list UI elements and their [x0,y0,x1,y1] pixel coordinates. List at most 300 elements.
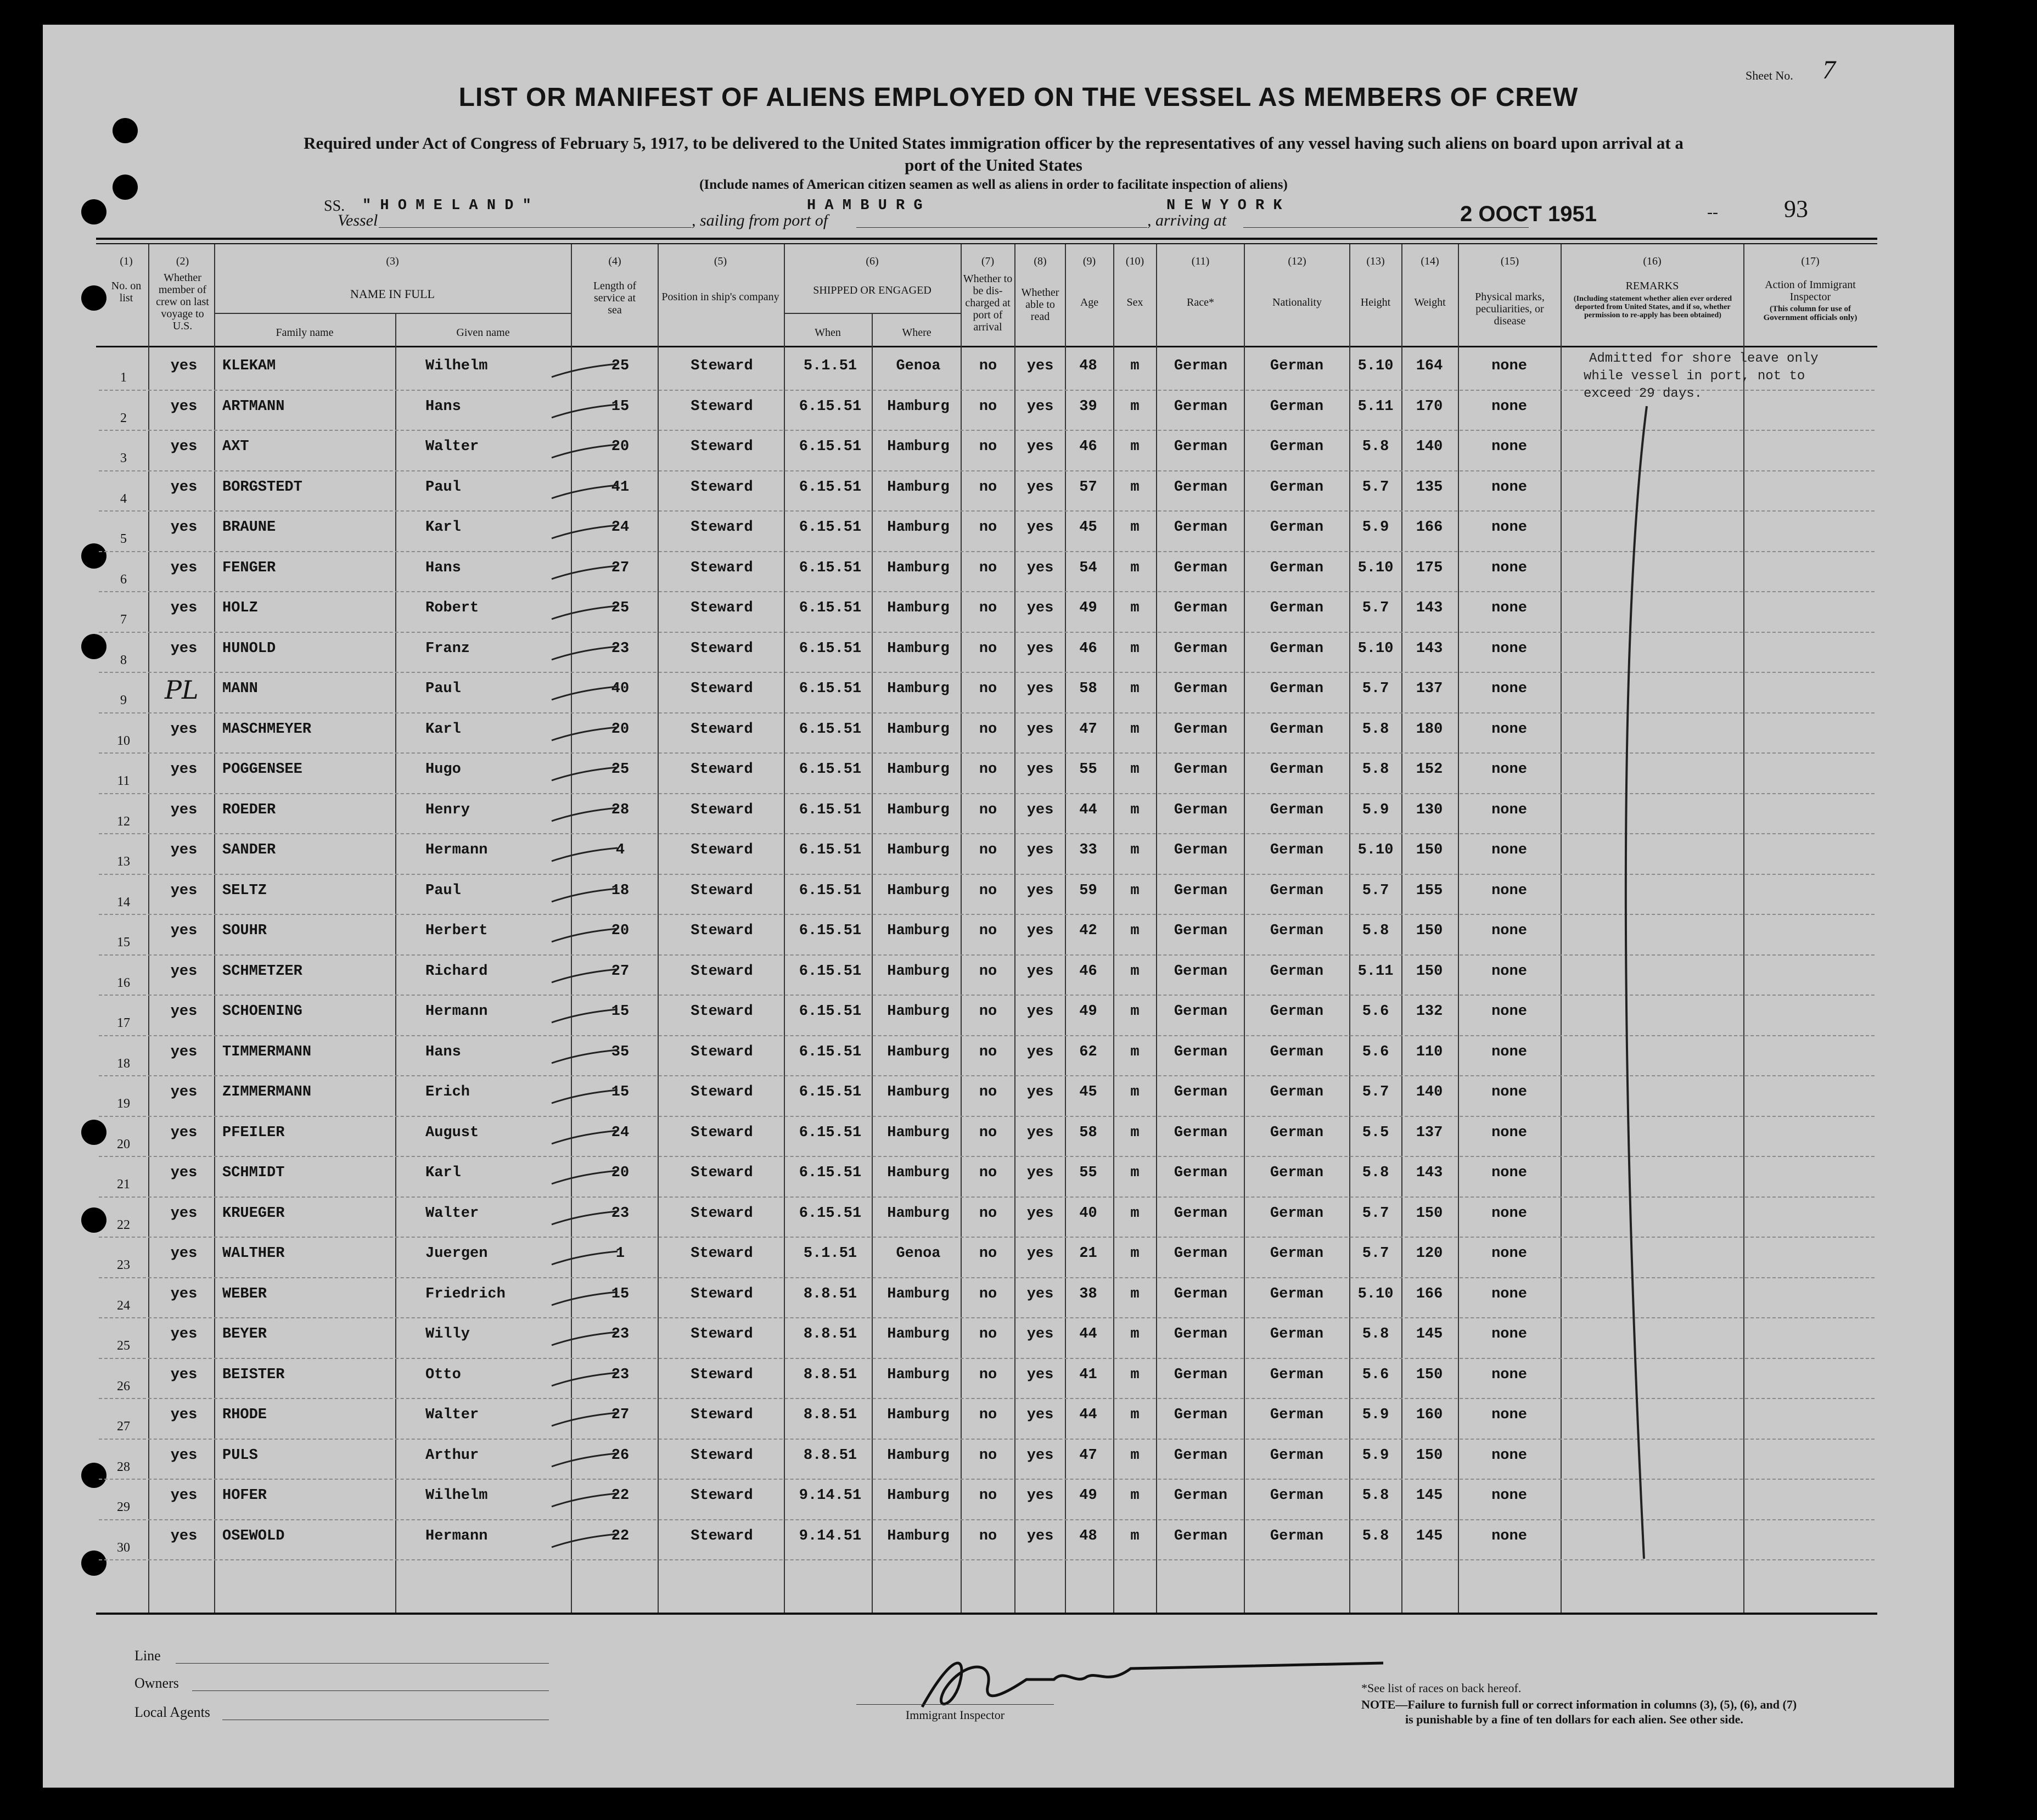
cell-sex: m [1130,640,1140,657]
binder-hole [113,118,138,143]
cell-read: yes [1026,1165,1054,1181]
cell-discharged: no [979,923,997,939]
check-stroke [549,1086,620,1108]
row-divider [99,1398,1875,1399]
cell-service: 25 [611,358,630,374]
cell-marks: none [1491,479,1527,496]
row-divider [99,1479,1875,1480]
col-num: (17) [1801,255,1820,267]
cell-marks: none [1491,640,1527,657]
cell-position: Steward [691,398,753,415]
column-rule [658,244,659,1613]
column-rule [1156,244,1157,1613]
cell-discharged: no [979,882,997,899]
cell-prev: yes [170,559,198,576]
cell-marks: none [1491,681,1527,697]
cell-where: Hamburg [887,963,950,980]
row-number: 21 [117,1177,130,1192]
cell-family: OSEWOLD [222,1527,285,1544]
cell-given: Hermann [425,1527,488,1544]
row-number: 14 [117,895,130,909]
cell-position: Steward [691,519,753,536]
cell-nationality: German [1270,963,1324,980]
col-num: (13) [1366,255,1385,267]
header-bottom-rule [96,346,1877,347]
cell-race: German [1174,923,1228,939]
cell-position: Steward [691,1407,753,1423]
cell-nationality: German [1270,1447,1324,1464]
cell-height: 5.7 [1362,600,1389,616]
cell-age: 48 [1079,1527,1097,1544]
cell-age: 41 [1079,1366,1097,1383]
cell-height: 5.10 [1357,842,1394,858]
cell-nationality: German [1270,1124,1324,1141]
local-agents-label: Local Agents [134,1704,210,1720]
cell-height: 5.7 [1362,1084,1389,1100]
col-num: (12) [1288,255,1306,267]
check-stroke [549,1368,620,1390]
check-stroke [549,400,620,422]
cell-when: 6.15.51 [799,1165,862,1181]
cell-discharged: no [979,1487,997,1504]
check-stroke [549,1005,620,1027]
check-stroke [549,682,620,704]
cell-where: Hamburg [887,681,950,697]
cell-read: yes [1026,681,1054,697]
vessel-underline [379,227,692,228]
cell-service: 25 [611,600,630,616]
cell-where: Hamburg [887,842,950,858]
cell-when: 6.15.51 [799,398,862,415]
cell-prev: yes [170,1366,198,1383]
penalty-note-cont: is punishable by a fine of ten dollars for each alien. See other side. [1405,1712,1743,1726]
cell-nationality: German [1270,923,1324,939]
column-rule [1244,244,1245,1613]
row-divider [99,510,1875,512]
cell-nationality: German [1270,1527,1324,1544]
check-stroke [549,1449,620,1471]
check-stroke [549,1247,620,1269]
cell-position: Steward [691,479,753,496]
cell-where: Hamburg [887,1003,950,1020]
row-divider [99,1075,1875,1076]
row-number: 13 [117,855,130,869]
cell-position: Steward [691,761,753,778]
binder-hole [81,1207,106,1233]
cell-sex: m [1130,479,1140,496]
cell-read: yes [1026,358,1054,374]
cell-height: 5.5 [1362,1124,1389,1141]
cell-age: 48 [1079,358,1097,374]
cell-sex: m [1130,1003,1140,1020]
cell-where: Hamburg [887,882,950,899]
row-number: 10 [117,733,130,748]
col-num: (14) [1421,255,1439,267]
cell-prev: yes [170,1245,198,1262]
cell-discharged: no [979,721,997,738]
cell-discharged: no [979,439,997,455]
col-num: (11) [1191,255,1210,267]
cell-when: 6.15.51 [799,519,862,536]
cell-discharged: no [979,1205,997,1222]
cell-nationality: German [1270,479,1324,496]
cell-marks: none [1491,1245,1527,1262]
cell-given: Robert [425,600,479,616]
cell-service: 27 [611,963,630,980]
cell-where: Hamburg [887,1165,950,1181]
column-rule [148,244,149,1613]
row-divider [99,1237,1875,1238]
binder-hole [81,1120,106,1145]
cell-given: Herbert [425,923,488,939]
cell-service: 22 [611,1487,630,1504]
subtitle-note: (Include names of American citizen seamen as well as aliens in order to facilitate inspection of aliens) [699,177,1288,192]
cell-sex: m [1130,721,1140,738]
cell-marks: none [1491,923,1527,939]
cell-weight: 137 [1416,681,1443,697]
row-divider [99,1035,1875,1036]
cell-read: yes [1026,882,1054,899]
cell-service: 15 [611,398,630,415]
check-stroke [549,1328,620,1350]
cell-nationality: German [1270,1407,1324,1423]
cell-race: German [1174,721,1228,738]
cell-family: SOUHR [222,923,267,939]
cell-marks: none [1491,842,1527,858]
cell-marks: none [1491,963,1527,980]
cell-discharged: no [979,681,997,697]
cell-age: 46 [1079,439,1097,455]
cell-when: 6.15.51 [799,1003,862,1020]
cell-race: German [1174,1326,1228,1342]
cell-marks: none [1491,761,1527,778]
remark-line: exceed 29 days. [1584,386,1703,401]
col-header-when: When [815,327,841,339]
cell-service: 24 [611,519,630,536]
cell-position: Steward [691,1205,753,1222]
cell-service: 24 [611,1124,630,1141]
row-divider [99,632,1875,633]
row-number: 8 [120,653,127,667]
cell-discharged: no [979,1084,997,1100]
check-stroke [549,924,620,946]
col-header-previous-voyage: Whether member of crew on last voyage to U.S. [156,272,209,332]
binder-hole [113,175,138,200]
cell-prev: yes [170,923,198,939]
table-bottom-rule [96,1613,1877,1615]
cell-where: Genoa [896,358,941,374]
cell-nationality: German [1270,559,1324,576]
cell-when: 6.15.51 [799,721,862,738]
col-num: (6) [866,255,879,267]
cell-nationality: German [1270,640,1324,657]
cell-family: SELTZ [222,882,267,899]
cell-height: 5.6 [1362,1003,1389,1020]
cell-discharged: no [979,1285,997,1302]
col-header-shipped: SHIPPED OR ENGAGED [813,284,931,296]
cell-service: 20 [611,721,630,738]
check-stroke [549,1046,620,1068]
cell-sex: m [1130,559,1140,576]
check-stroke [549,1489,620,1511]
cell-age: 46 [1079,640,1097,657]
cell-read: yes [1026,1285,1054,1302]
cell-age: 40 [1079,1205,1097,1222]
cell-prev: yes [170,398,198,415]
cell-sex: m [1130,1326,1140,1342]
inspector-underline [856,1704,1054,1705]
col-num: (3) [386,255,399,267]
cell-sex: m [1130,681,1140,697]
cell-where: Hamburg [887,1447,950,1464]
check-stroke [549,1530,620,1552]
cell-discharged: no [979,600,997,616]
column-rule [1743,244,1744,1613]
row-divider [99,712,1875,714]
cell-read: yes [1026,1366,1054,1383]
row-divider [99,1116,1875,1117]
cell-when: 6.15.51 [799,600,862,616]
cell-race: German [1174,1285,1228,1302]
cell-race: German [1174,1407,1228,1423]
cell-discharged: no [979,1527,997,1544]
cell-given: Karl [425,721,461,738]
cell-read: yes [1026,801,1054,818]
check-stroke [549,1126,620,1148]
row-number: 27 [117,1419,130,1434]
cell-when: 6.15.51 [799,923,862,939]
cell-given: Karl [425,1165,461,1181]
cell-weight: 150 [1416,1447,1443,1464]
cell-height: 5.10 [1357,640,1394,657]
cell-given: Friedrich [425,1285,506,1302]
row-number: 12 [117,814,130,829]
cell-age: 58 [1079,681,1097,697]
cell-weight: 150 [1416,963,1443,980]
cell-height: 5.9 [1362,519,1389,536]
cell-nationality: German [1270,882,1324,899]
col-header-weight: Weight [1414,296,1446,308]
cell-position: Steward [691,721,753,738]
cell-read: yes [1026,1084,1054,1100]
page-title: LIST OR MANIFEST OF ALIENS EMPLOYED ON THE VESSEL AS MEMBERS OF CREW [458,83,1579,112]
check-stroke [549,602,620,623]
cell-discharged: no [979,1165,997,1181]
col-header-where: Where [902,327,931,339]
owners-underline [192,1690,549,1691]
check-stroke [549,561,620,583]
cell-where: Hamburg [887,1407,950,1423]
cell-where: Hamburg [887,1124,950,1141]
cell-nationality: German [1270,1084,1324,1100]
cell-position: Steward [691,358,753,374]
cell-family: BEISTER [222,1366,285,1383]
cell-where: Hamburg [887,1285,950,1302]
cell-weight: 140 [1416,1084,1443,1100]
cell-given: August [425,1124,479,1141]
name-subheader-rule [214,313,571,314]
binder-hole [81,199,106,224]
cell-position: Steward [691,1366,753,1383]
cell-where: Hamburg [887,640,950,657]
cell-sex: m [1130,1527,1140,1544]
cell-service: 18 [611,882,630,899]
cell-service: 27 [611,559,630,576]
cell-weight: 150 [1416,923,1443,939]
cell-position: Steward [691,1003,753,1020]
cell-family: RHODE [222,1407,267,1423]
col-num: (10) [1125,255,1144,267]
cell-age: 46 [1079,963,1097,980]
stamp-number: 93 [1784,195,1808,222]
cell-when: 9.14.51 [799,1527,862,1544]
cell-race: German [1174,1205,1228,1222]
cell-height: 5.8 [1362,1165,1389,1181]
cell-nationality: German [1270,681,1324,697]
cell-race: German [1174,681,1228,697]
column-rule [1458,244,1459,1613]
cell-nationality: German [1270,1205,1324,1222]
check-stroke [549,642,620,664]
cell-discharged: no [979,842,997,858]
remark-line: Admitted for shore leave only [1589,351,1819,366]
cell-sex: m [1130,963,1140,980]
col-header-service: Length of service at sea [593,280,637,316]
cell-discharged: no [979,479,997,496]
cell-nationality: German [1270,439,1324,455]
cell-height: 5.7 [1362,882,1389,899]
row-divider [99,1156,1875,1157]
column-rule [395,313,396,1613]
cell-where: Hamburg [887,1326,950,1342]
cell-age: 57 [1079,479,1097,496]
vessel-name: " H O M E L A N D " [362,198,531,214]
col-header-given-name: Given name [456,327,510,339]
cell-prev: yes [170,761,198,778]
cell-where: Hamburg [887,439,950,455]
cell-age: 38 [1079,1285,1097,1302]
cell-weight: 150 [1416,842,1443,858]
cell-marks: none [1491,1285,1527,1302]
col-header-race: Race* [1187,296,1214,308]
binder-hole [81,1463,106,1488]
cell-age: 33 [1079,842,1097,858]
cell-sex: m [1130,398,1140,415]
check-stroke [549,723,620,745]
cell-prev: yes [170,1527,198,1544]
cell-when: 5.1.51 [803,1245,857,1262]
cell-age: 47 [1079,1447,1097,1464]
row-number: 26 [117,1379,130,1394]
cell-marks: none [1491,600,1527,616]
cell-sex: m [1130,1165,1140,1181]
cell-discharged: no [979,559,997,576]
cell-when: 8.8.51 [803,1285,857,1302]
check-stroke [549,884,620,906]
cell-family: TIMMERMANN [222,1043,312,1060]
col-header-nationality: Nationality [1272,296,1322,308]
cell-service: 20 [611,923,630,939]
col-header-height: Height [1360,296,1391,308]
cell-family: BEYER [222,1326,267,1342]
cell-marks: none [1491,801,1527,818]
cell-when: 6.15.51 [799,640,862,657]
cell-age: 49 [1079,1003,1097,1020]
cell-given: Franz [425,640,470,657]
cell-family: SANDER [222,842,276,858]
cell-when: 6.15.51 [799,681,862,697]
cell-race: German [1174,761,1228,778]
row-number: 7 [120,613,127,627]
cell-family: BRAUNE [222,519,276,536]
col-num: (2) [176,255,189,267]
cell-height: 5.10 [1357,1285,1394,1302]
cell-nationality: German [1270,1165,1324,1181]
cell-when: 6.15.51 [799,479,862,496]
cell-family: HOFER [222,1487,267,1504]
cell-when: 8.8.51 [803,1447,857,1464]
row-divider [99,672,1875,673]
check-stroke [549,965,620,987]
cell-height: 5.6 [1362,1366,1389,1383]
cell-where: Hamburg [887,1487,950,1504]
subtitle-port: port of the United States [905,155,1082,175]
cell-height: 5.7 [1362,1205,1389,1222]
cell-when: 6.15.51 [799,1124,862,1141]
cell-race: German [1174,1527,1228,1544]
cell-height: 5.11 [1357,398,1394,415]
cell-age: 54 [1079,559,1097,576]
col-num: (5) [714,255,727,267]
cell-nationality: German [1270,1285,1324,1302]
cell-prev: yes [170,600,198,616]
cell-position: Steward [691,1285,753,1302]
cell-service: 28 [611,801,630,818]
cell-marks: none [1491,1043,1527,1060]
cell-service: 15 [611,1084,630,1100]
check-stroke [549,804,620,825]
row-number: 22 [117,1217,130,1232]
cell-age: 62 [1079,1043,1097,1060]
cell-prev: yes [170,1487,198,1504]
cell-where: Hamburg [887,923,950,939]
cell-height: 5.8 [1362,721,1389,738]
cell-where: Genoa [896,1245,941,1262]
cell-prev: yes [170,1447,198,1464]
cell-weight: 145 [1416,1527,1443,1544]
cell-when: 6.15.51 [799,1043,862,1060]
cell-sex: m [1130,1043,1140,1060]
col-num: (7) [981,255,995,267]
cell-nationality: German [1270,761,1324,778]
subtitle: Required under Act of Congress of February 5, 1917, to be delivered to the United States immigration officer by the representatives of any vessel having such aliens on board upon arrival at a [304,133,1684,153]
cell-family: KLEKAM [222,358,276,374]
cell-sex: m [1130,1245,1140,1262]
cell-marks: none [1491,1165,1527,1181]
cell-discharged: no [979,640,997,657]
cell-prev: yes [170,801,198,818]
cell-read: yes [1026,398,1054,415]
cell-discharged: no [979,1447,997,1464]
cell-height: 5.8 [1362,923,1389,939]
row-divider [99,874,1875,875]
cell-service: 23 [611,640,630,657]
row-number: 23 [117,1258,130,1272]
cell-age: 58 [1079,1124,1097,1141]
cell-sex: m [1130,1205,1140,1222]
cell-read: yes [1026,1124,1054,1141]
cell-race: German [1174,1487,1228,1504]
